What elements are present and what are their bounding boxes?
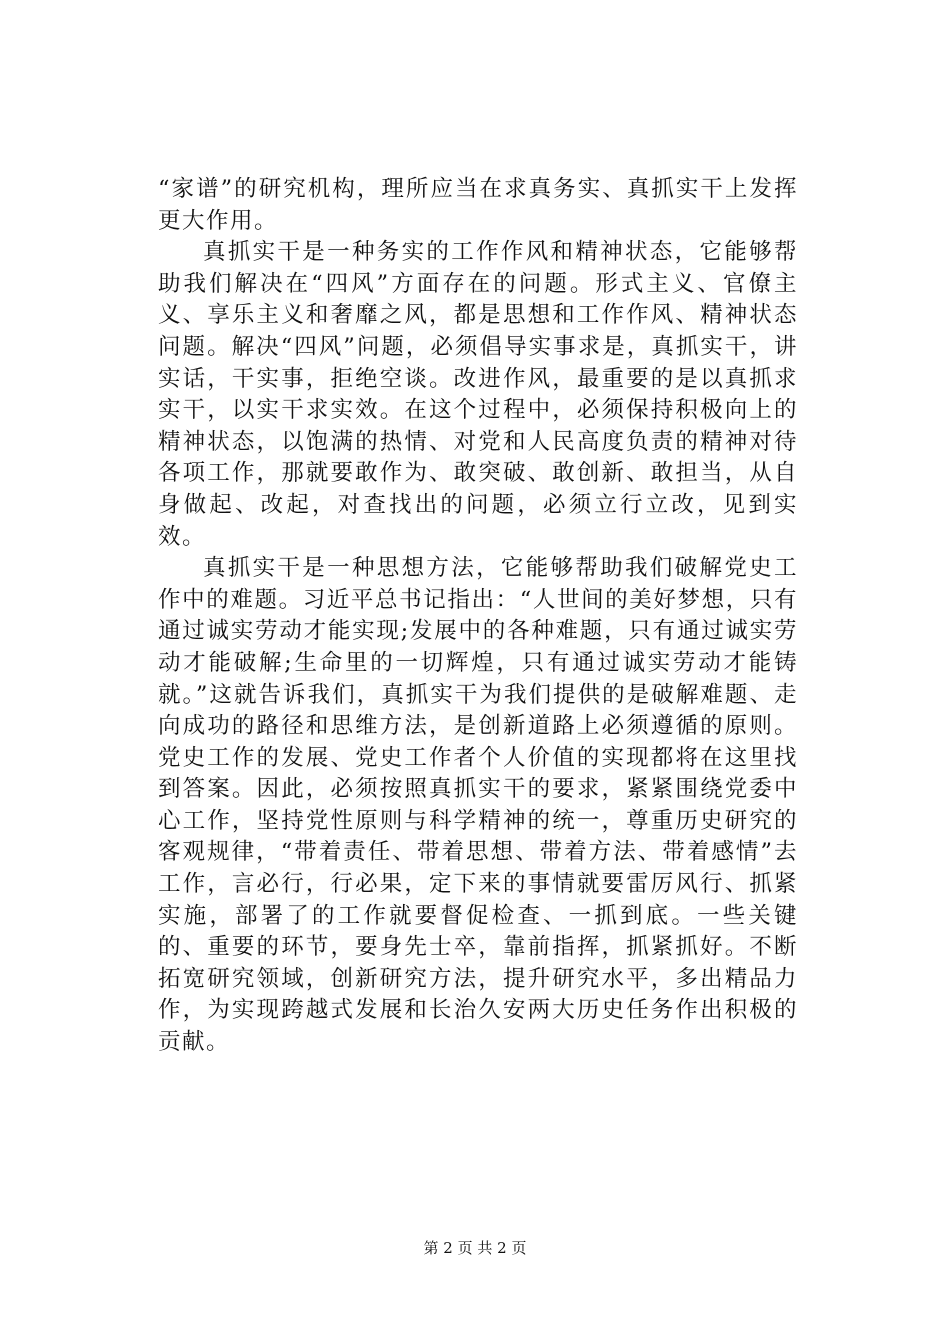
document-body	[158, 174, 798, 1059]
paragraph: 真抓实干是一种思想方法，它能够帮助我们破解党史工作中的难题。习近平总书记指出：“人世间的美好梦想，只有通过诚实劳动才能实现;发展中的各种难题，只有通过诚实劳动才能破解;生命里的一切辉煌，只有通过诚实劳动才能铸就。”这就告诉我们，真抓实干为我们提供的是破解难题、走向成功的路径和思维方法，是创新道路上必须遵循的原则。党史工作的发展、党史工作者个人价值的实现都将在这里找到答案。因此，必须按照真抓实干的要求，紧紧围绕党委中心工作，坚持党性原则与科学精神的统一，尊重历史研究的客观规律，“带着责任、带着思想、带着方法、带着感情”去工作，言必行，行必果，定下来的事情就要雷厉风行、抓紧实施，部署了的工作就要督促检查、一抓到底。一些关键的、重要的环节，要身先士卒，靠前指挥，抓紧抓好。不断拓宽研究领域，创新研究方法，提升研究水平，多出精品力作，为实现跨越式发展和长治久安两大历史任务作出积极的贡献。	[158, 555, 798, 1056]
paragraph-continuation: “家谱”的研究机构，理所应当在求真务实、真抓实干上发挥更大作用。	[158, 176, 798, 234]
page-number-footer: 第 2 页 共 2 页	[423, 1239, 527, 1257]
paragraph: 真抓实干是一种务实的工作作风和精神状态，它能够帮助我们解决在“四风”方面存在的问题。形式主义、官僚主义、享乐主义和奢靡之风，都是思想和工作作风、精神状态问题。解决“四风”问题，必须倡导实事求是，真抓实干，讲实话，干实事，拒绝空谈。改进作风，最重要的是以真抓求实干，以实干求实效。在这个过程中，必须保持积极向上的精神状态，以饱满的热情、对党和人民高度负责的精神对待各项工作，那就要敢作为、敢突破、敢创新、敢担当，从自身做起、改起，对查找出的问题，必须立行立改，见到实效。	[158, 239, 798, 550]
